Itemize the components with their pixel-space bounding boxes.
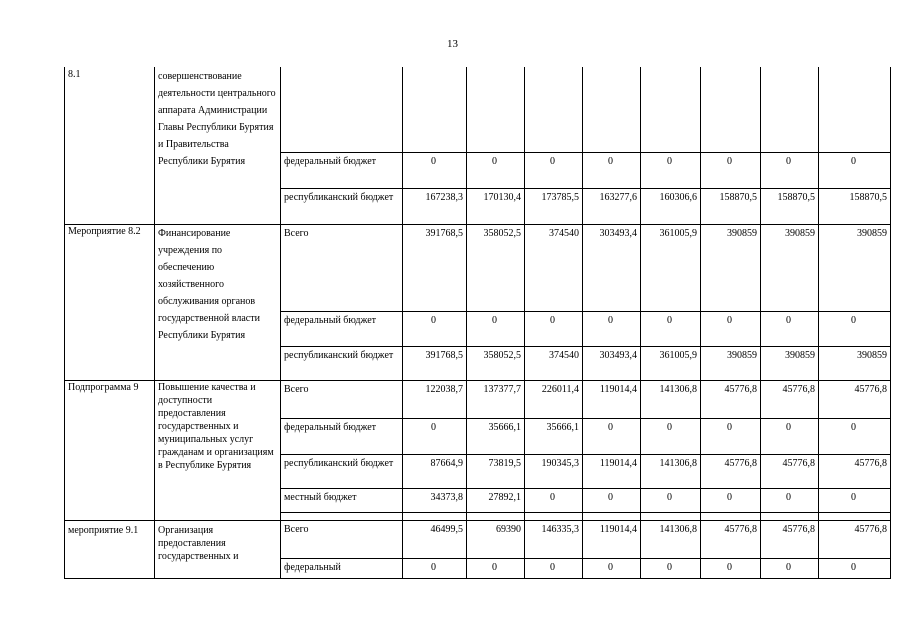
source-label: республиканский бюджет bbox=[284, 458, 394, 469]
value-cell: 34373,8 bbox=[430, 492, 463, 503]
value-cell: 0 bbox=[550, 562, 555, 573]
row-name: Организация предоставления государственных и bbox=[158, 525, 239, 562]
value-cell: 163277,6 bbox=[599, 192, 637, 203]
value-cell: 361005,9 bbox=[659, 228, 697, 239]
table-row-rule bbox=[280, 512, 891, 513]
value-cell: 0 bbox=[667, 315, 672, 326]
value-cell: 390859 bbox=[857, 350, 887, 361]
value-cell: 45776,8 bbox=[724, 524, 757, 535]
value-cell: 0 bbox=[851, 315, 856, 326]
value-cell: 0 bbox=[786, 315, 791, 326]
value-cell: 390859 bbox=[785, 350, 815, 361]
value-cell: 45776,8 bbox=[854, 384, 887, 395]
value-cell: 0 bbox=[786, 422, 791, 433]
value-cell: 173785,5 bbox=[541, 192, 579, 203]
value-cell: 170130,4 bbox=[483, 192, 521, 203]
value-cell: 45776,8 bbox=[724, 458, 757, 469]
source-label: федеральный бюджет bbox=[284, 315, 377, 326]
value-cell: 45776,8 bbox=[854, 458, 887, 469]
value-cell: 390859 bbox=[727, 350, 757, 361]
source-label: федеральный bbox=[284, 562, 341, 573]
value-cell: 27892,1 bbox=[488, 492, 521, 503]
value-cell: 0 bbox=[667, 156, 672, 167]
source-label: местный бюджет bbox=[284, 492, 357, 503]
value-cell: 35666,1 bbox=[546, 422, 579, 433]
table-column-rule bbox=[466, 67, 467, 578]
value-cell: 390859 bbox=[785, 228, 815, 239]
value-cell: 0 bbox=[727, 492, 732, 503]
value-cell: 0 bbox=[727, 562, 732, 573]
table-column-rule bbox=[524, 67, 525, 578]
source-label: республиканский бюджет bbox=[284, 192, 394, 203]
table-column-rule bbox=[760, 67, 761, 578]
value-cell: 119014,4 bbox=[599, 458, 637, 469]
value-cell: 45776,8 bbox=[782, 384, 815, 395]
value-cell: 0 bbox=[492, 315, 497, 326]
value-cell: 0 bbox=[608, 422, 613, 433]
value-cell: 158870,5 bbox=[777, 192, 815, 203]
value-cell: 0 bbox=[851, 562, 856, 573]
table-column-rule bbox=[402, 67, 403, 578]
value-cell: 119014,4 bbox=[599, 524, 637, 535]
value-cell: 303493,4 bbox=[599, 350, 637, 361]
value-cell: 160306,6 bbox=[659, 192, 697, 203]
value-cell: 0 bbox=[492, 156, 497, 167]
value-cell: 303493,4 bbox=[599, 228, 637, 239]
value-cell: 146335,3 bbox=[541, 524, 579, 535]
value-cell: 190345,3 bbox=[541, 458, 579, 469]
table-column-rule bbox=[64, 67, 65, 578]
row-code: Мероприятие 8.2 bbox=[68, 226, 141, 237]
value-cell: 45776,8 bbox=[782, 458, 815, 469]
value-cell: 0 bbox=[608, 156, 613, 167]
value-cell: 358052,5 bbox=[483, 350, 521, 361]
source-label: Всего bbox=[284, 524, 309, 535]
value-cell: 0 bbox=[667, 562, 672, 573]
value-cell: 0 bbox=[431, 315, 436, 326]
value-cell: 167238,3 bbox=[425, 192, 463, 203]
source-label: Всего bbox=[284, 384, 309, 395]
value-cell: 46499,5 bbox=[430, 524, 463, 535]
table-column-rule bbox=[818, 67, 819, 578]
value-cell: 0 bbox=[492, 562, 497, 573]
value-cell: 0 bbox=[431, 156, 436, 167]
value-cell: 0 bbox=[608, 562, 613, 573]
row-name: совершенствование деятельности центрального аппарата Администрации Главы Республики Бурятия и Правительства Республики Бурятия bbox=[158, 71, 276, 167]
table-row-rule bbox=[64, 578, 891, 579]
value-cell: 141306,8 bbox=[659, 524, 697, 535]
value-cell: 0 bbox=[786, 156, 791, 167]
value-cell: 69390 bbox=[496, 524, 521, 535]
value-cell: 137377,7 bbox=[483, 384, 521, 395]
value-cell: 0 bbox=[608, 492, 613, 503]
row-code: Подпрограмма 9 bbox=[68, 382, 139, 393]
value-cell: 158870,5 bbox=[849, 192, 887, 203]
source-label: федеральный бюджет bbox=[284, 422, 377, 433]
source-label: республиканский бюджет bbox=[284, 350, 394, 361]
table-column-rule bbox=[890, 67, 891, 578]
table-column-rule bbox=[154, 67, 155, 578]
value-cell: 141306,8 bbox=[659, 458, 697, 469]
value-cell: 141306,8 bbox=[659, 384, 697, 395]
value-cell: 122038,7 bbox=[425, 384, 463, 395]
value-cell: 0 bbox=[667, 492, 672, 503]
value-cell: 0 bbox=[431, 562, 436, 573]
value-cell: 35666,1 bbox=[488, 422, 521, 433]
row-code: 8.1 bbox=[68, 69, 81, 80]
value-cell: 158870,5 bbox=[719, 192, 757, 203]
table-column-rule bbox=[582, 67, 583, 578]
value-cell: 0 bbox=[550, 492, 555, 503]
value-cell: 0 bbox=[727, 156, 732, 167]
source-label: Всего bbox=[284, 228, 309, 239]
value-cell: 45776,8 bbox=[854, 524, 887, 535]
value-cell: 45776,8 bbox=[782, 524, 815, 535]
value-cell: 0 bbox=[786, 562, 791, 573]
value-cell: 45776,8 bbox=[724, 384, 757, 395]
value-cell: 0 bbox=[851, 492, 856, 503]
table-column-rule bbox=[280, 67, 281, 578]
value-cell: 0 bbox=[431, 422, 436, 433]
page-number: 13 bbox=[447, 38, 458, 50]
row-name: Финансирование учреждения по обеспечению хозяйственного обслуживания органов государственной власти Республики Бурятия bbox=[158, 228, 260, 341]
value-cell: 73819,5 bbox=[488, 458, 521, 469]
value-cell: 119014,4 bbox=[599, 384, 637, 395]
table-column-rule bbox=[640, 67, 641, 578]
value-cell: 0 bbox=[550, 315, 555, 326]
value-cell: 226011,4 bbox=[541, 384, 579, 395]
value-cell: 391768,5 bbox=[425, 350, 463, 361]
value-cell: 0 bbox=[608, 315, 613, 326]
row-name: Повышение качества и доступности предоставления государственных и муниципальных услуг гражданам и организациям в Республике Бурятия bbox=[158, 382, 274, 471]
value-cell: 0 bbox=[727, 315, 732, 326]
value-cell: 0 bbox=[550, 156, 555, 167]
row-code: мероприятие 9.1 bbox=[68, 525, 139, 536]
value-cell: 0 bbox=[727, 422, 732, 433]
value-cell: 87664,9 bbox=[430, 458, 463, 469]
value-cell: 0 bbox=[667, 422, 672, 433]
value-cell: 0 bbox=[851, 422, 856, 433]
value-cell: 361005,9 bbox=[659, 350, 697, 361]
source-label: федеральный бюджет bbox=[284, 156, 377, 167]
value-cell: 0 bbox=[786, 492, 791, 503]
value-cell: 374540 bbox=[549, 228, 579, 239]
value-cell: 358052,5 bbox=[483, 228, 521, 239]
value-cell: 390859 bbox=[857, 228, 887, 239]
table-column-rule bbox=[700, 67, 701, 578]
value-cell: 390859 bbox=[727, 228, 757, 239]
value-cell: 374540 bbox=[549, 350, 579, 361]
value-cell: 391768,5 bbox=[425, 228, 463, 239]
value-cell: 0 bbox=[851, 156, 856, 167]
